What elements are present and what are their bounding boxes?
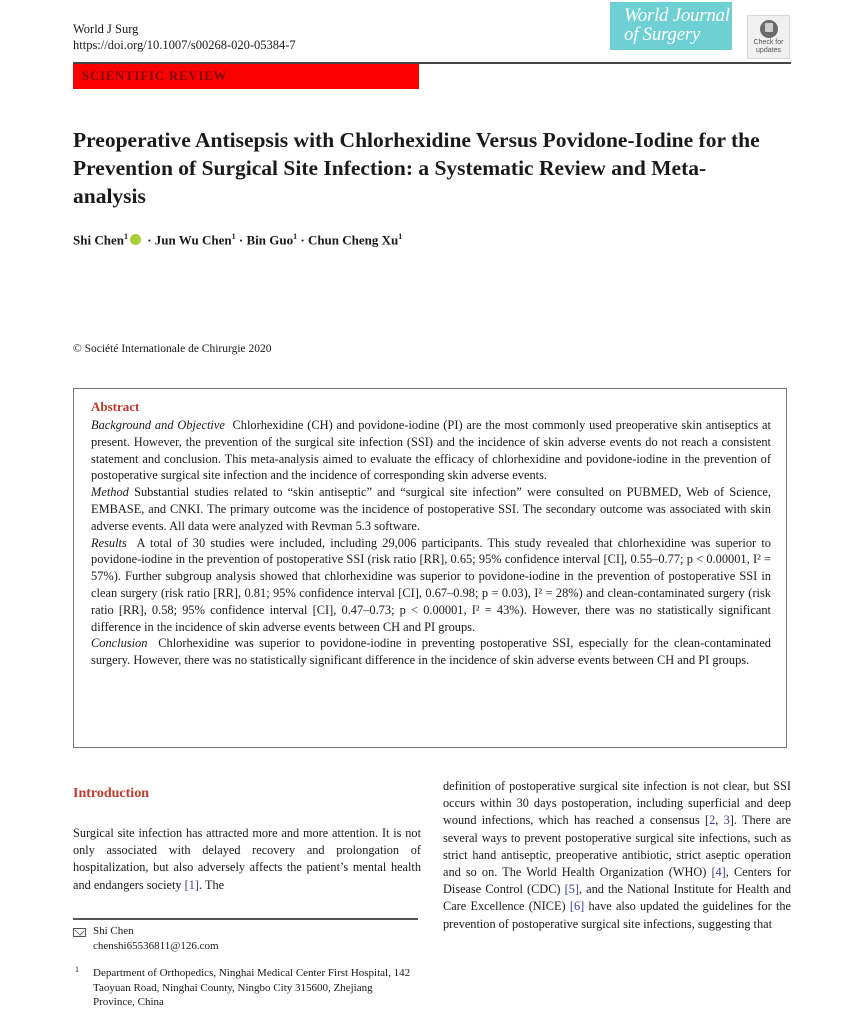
logo-line-1: World Journal <box>624 5 730 26</box>
author-separator: · <box>235 232 247 248</box>
abstract-section-text: Chlorhexidine was superior to povidone-iodine in preventing postoperative SSI, especially for the clean-contaminated surgery. However, there was no statistically significant difference in the incidence of skin adverse events between CH and PI groups. <box>91 636 771 668</box>
author-affil: 1 <box>293 232 298 241</box>
section-banner <box>73 64 419 89</box>
doi-link[interactable]: https://doi.org/10.1007/s00268-020-05384-7 <box>73 38 296 52</box>
abstract-section <box>91 484 771 534</box>
check-for-updates-button[interactable] <box>747 15 790 59</box>
intro-text: . The <box>199 877 225 892</box>
intro-text: , and the National Institute for Health and Care Excellence (NICE) <box>443 882 791 914</box>
citation-link[interactable]: [6] <box>569 899 585 914</box>
intro-text: , <box>715 813 724 828</box>
bookmark-icon <box>760 20 778 38</box>
mail-icon <box>73 928 86 937</box>
abstract-section-label: Method <box>91 485 129 500</box>
author[interactable]: Shi Chen <box>73 232 124 248</box>
author-affil: 1 <box>123 232 128 241</box>
logo-line-2: of Surgery <box>624 24 700 45</box>
author-affil: 1 <box>231 232 236 241</box>
article-title: Preoperative Antisepsis with Chlorhexidine Versus Povidone-Iodine for the Prevention of Surgical Site Infection: a Systematic Review and Meta-analysis <box>73 128 760 208</box>
intro-text: ]. There are several ways to prevent postoperative surgical site infections, such as strict hand antiseptic, preoperative antibiotic, strict aseptic operation and so on. The World Health Organization (WHO) <box>443 813 791 880</box>
abstract-section-label: Results <box>91 535 127 550</box>
citation-link[interactable]: [4] <box>711 865 726 880</box>
abstract-section <box>91 417 771 484</box>
abstract-section-label: Background and Objective <box>91 418 225 432</box>
abstract-section-text: Chlorhexidine (CH) and povidone-iodine (PI) are the most commonly used preoperative skin antiseptics at present. However, the prevention of the surgical site infection (SSI) and the incidence of skin adverse events do not reach a consistent statement and conclusion. This meta-analysis aimed to evaluate the efficacy of chlorhexidine and povidone-iodine in the prevention of postoperative surgical site infection and the incidence of corresponding skin adverse events. <box>91 418 771 483</box>
intro-text: Surgical site infection has attracted more and more attention. It is not only associated with delayed recovery and prolongation of hospitalization, but also adversely affects the patient’s mental health and endangers society <box>73 826 421 892</box>
intro-left-column <box>73 825 421 894</box>
intro-text: definition of postoperative surgical site infection is not clear, but SSI occurs within 30 days postoperation, including superficial and deep wound infections, which has reached a consensus [ <box>443 779 791 828</box>
citation-link[interactable]: 2 <box>709 813 716 828</box>
abstract-box <box>73 388 787 748</box>
author-separator: · <box>297 232 308 248</box>
corresponding-author: Shi Chen <box>93 925 134 937</box>
introduction-heading: Introduction <box>73 786 149 801</box>
abstract-section <box>91 635 771 669</box>
abstract-section-text: A total of 30 studies were included, including 29,006 participants. This study revealed that chlorhexidine was superior to povidone-iodine in the prevention of postoperative SSI (risk ratio [RR], 0.65; 95% confidence interval [CI], 0.55–0.77; p < 0.00001, I² = 57%). Further subgroup analysis showed that chlorhexidine was superior to povidone-iodine in the prevention of postoperative SSI in clean surgery (risk ratio [RR], 0.81; 95% confidence interval [CI], 0.67–0.98; p = 0.03), I² = 28%) and clean-contaminated surgery (risk ratio [RR], 0.58; 95% confidence interval [CI], 0.47–0.73; p < 0.00001, I² = 43%). However, there was no statistically significant difference in the incidence of skin adverse events between CH and PI groups. <box>91 535 771 634</box>
check-updates-line-1: Check for <box>753 39 784 46</box>
journal-name: World J Surg <box>73 22 139 36</box>
abstract-body <box>91 417 771 669</box>
orcid-icon[interactable] <box>130 234 141 245</box>
abstract-heading: Abstract <box>91 399 140 414</box>
author-separator: · <box>143 232 155 248</box>
intro-text: , Centers for Disease Control (CDC) <box>443 865 791 897</box>
intro-right-column <box>443 778 791 933</box>
citation-link[interactable]: [1] <box>184 877 200 892</box>
citation-link[interactable]: 3 <box>723 813 730 828</box>
author[interactable]: Bin Guo <box>246 232 294 248</box>
copyright: © Société Internationale de Chirurgie 2020 <box>73 343 272 355</box>
abstract-section <box>91 535 771 636</box>
author[interactable]: Jun Wu Chen <box>154 232 232 248</box>
intro-text: have also updated the guidelines for the prevention of postoperative surgical site infections, suggesting that <box>443 899 791 931</box>
affiliation-number: 1 <box>75 965 79 974</box>
author-list <box>73 232 402 248</box>
check-updates-line-2: updates <box>756 47 781 54</box>
author-affil: 1 <box>398 232 403 241</box>
section-banner-label: SCIENTIFIC REVIEW <box>82 69 228 83</box>
citation-link[interactable]: [5] <box>564 882 579 897</box>
affiliation: Department of Orthopedics, Ninghai Medical Center First Hospital, 142 Taoyuan Road, Ninghai County, Ningbo City 315600, Zhejiang Province, China <box>93 967 411 1008</box>
author[interactable]: Chun Cheng Xu <box>307 232 399 248</box>
abstract-section-text: Substantial studies related to “skin antiseptic” and “surgical site infection” were consulted on PUBMED, Web of Science, EMBASE, and CNKI. The primary outcome was the incidence of postoperative SSI. The secondary outcome was associated with skin adverse events. All data were analyzed with Revman 5.3 software. <box>91 485 772 533</box>
journal-logo <box>610 2 732 50</box>
abstract-section-label: Conclusion <box>91 636 148 651</box>
corresponding-email[interactable]: chenshi65536811@126.com <box>93 940 219 952</box>
footnote-rule <box>73 918 418 920</box>
